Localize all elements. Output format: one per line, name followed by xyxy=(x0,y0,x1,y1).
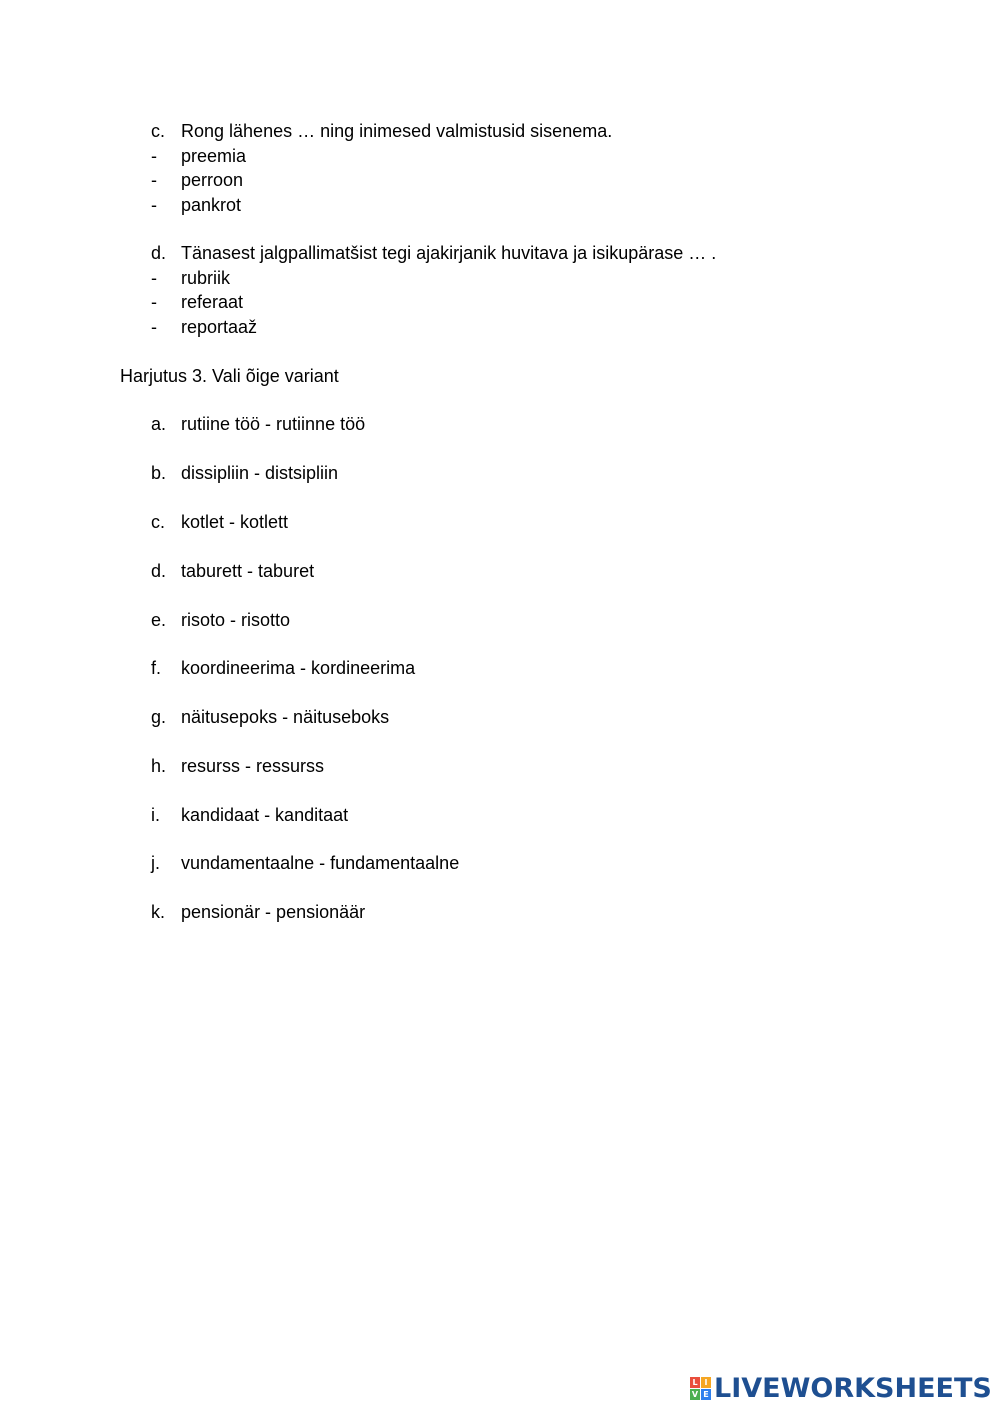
logo-letter: V xyxy=(691,1389,699,1399)
item-marker: c. xyxy=(151,512,166,532)
item-marker: g. xyxy=(151,707,167,727)
item-text: vundamentaalne - fundamentaalne xyxy=(181,853,460,873)
option-text: reportaaž xyxy=(181,317,258,337)
item-text: resurss - ressurss xyxy=(181,756,325,776)
item-marker: k. xyxy=(151,902,166,922)
logo-mark-icon xyxy=(690,1377,711,1400)
item-marker: f. xyxy=(151,658,162,678)
option-text: perroon xyxy=(181,170,244,190)
item-text: dissipliin - distsipliin xyxy=(181,463,339,483)
option-dash: - xyxy=(151,268,157,288)
item-text: risoto - risotto xyxy=(181,610,291,630)
item-text: näitusepoks - näituseboks xyxy=(181,707,390,727)
option-dash: - xyxy=(151,292,157,312)
option-text: preemia xyxy=(181,146,247,166)
item-text: pensionär - pensionäär xyxy=(181,902,366,922)
option-dash: - xyxy=(151,170,157,190)
item-marker: j. xyxy=(151,853,160,873)
item-marker: a. xyxy=(151,414,167,434)
option-dash: - xyxy=(151,146,157,166)
item-text: taburett - taburet xyxy=(181,561,315,581)
question-marker: d. xyxy=(151,243,167,263)
option-text: referaat xyxy=(181,292,244,312)
item-marker: d. xyxy=(151,561,167,581)
item-marker: e. xyxy=(151,610,167,630)
item-text: rutiine töö - rutiinne töö xyxy=(181,414,366,434)
liveworksheets-logo xyxy=(690,1373,992,1403)
option-text: rubriik xyxy=(181,268,231,288)
logo-letter: E xyxy=(701,1389,711,1400)
item-text: kandidaat - kanditaat xyxy=(181,805,349,825)
logo-text: LIVEWORKSHEETS xyxy=(714,1372,992,1404)
option-dash: - xyxy=(151,317,157,337)
logo-letter: L xyxy=(690,1377,700,1388)
item-text: koordineerima - kordineerima xyxy=(181,658,416,678)
item-marker: h. xyxy=(151,756,167,776)
option-dash: - xyxy=(151,195,157,215)
item-marker: i. xyxy=(151,805,160,825)
item-marker: b. xyxy=(151,463,167,483)
question-text: Rong lähenes … ning inimesed valmistusid sisenema. xyxy=(181,121,613,141)
item-text: kotlet - kotlett xyxy=(181,512,289,532)
exercise-title: Harjutus 3. Vali õige variant xyxy=(120,366,339,386)
question-text: Tänasest jalgpallimatšist tegi ajakirjanik huvitava ja isikupärase … . xyxy=(181,243,717,263)
option-text: pankrot xyxy=(181,195,242,215)
logo-letter: I xyxy=(701,1377,711,1388)
question-marker: c. xyxy=(151,121,166,141)
